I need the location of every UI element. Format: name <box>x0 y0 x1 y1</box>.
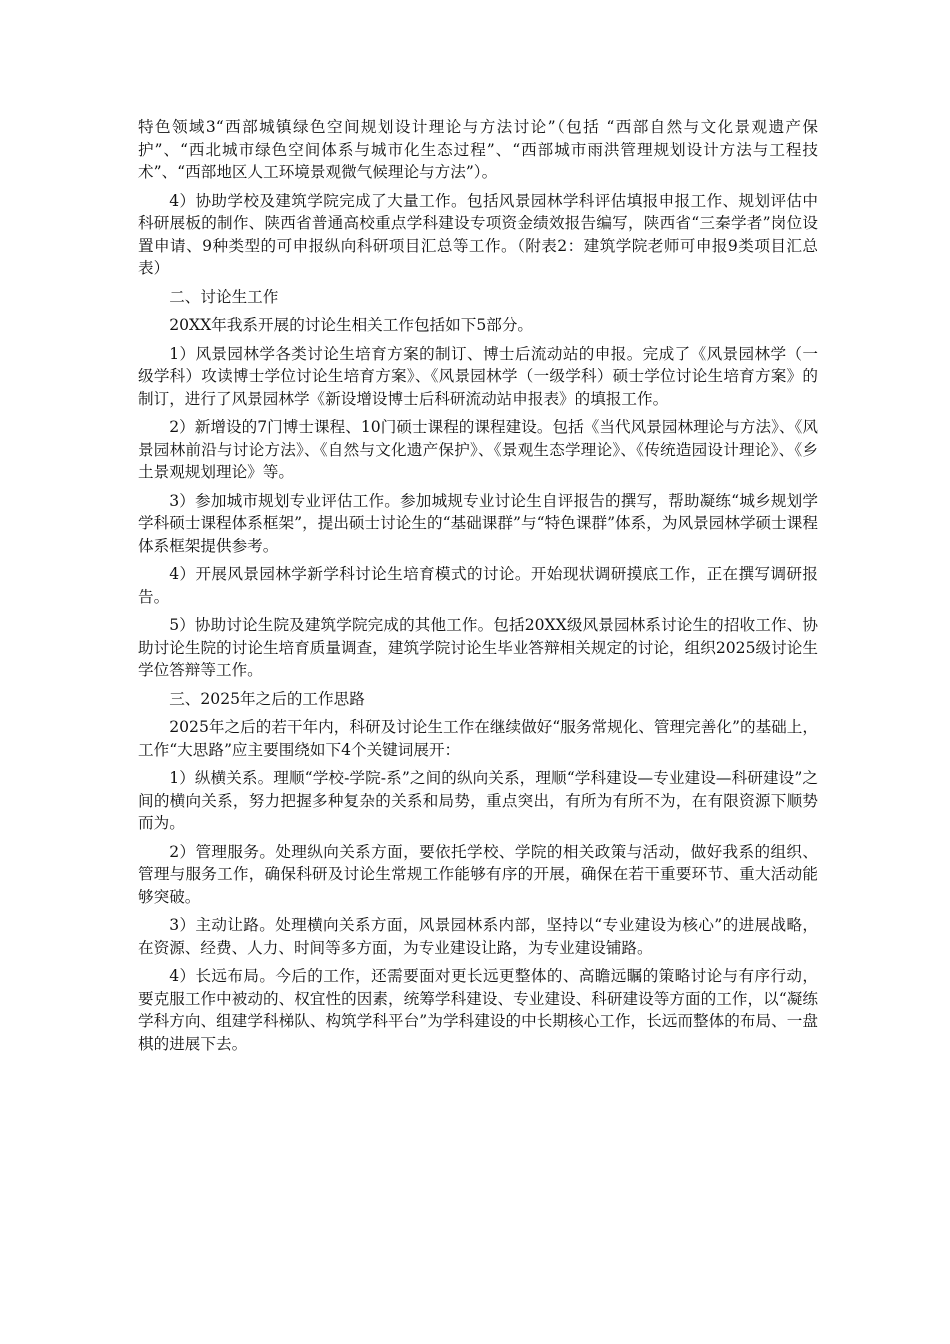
section-heading-graduate-work: 二、讨论生工作 <box>169 287 279 306</box>
paragraph-new-courses: 2）新增设的7门博士课程、10门硕士课程的课程建设。包括《当代风景园林理论与方法》、《风景园林前沿与讨论方法》、《自然与文化遗产保护》、《景观生态学理论》、《传统造园设计理论》、《乡土景观规划理论》等。 <box>138 418 818 481</box>
paragraph-school-assistance: 4）协助学校及建筑学院完成了大量工作。包括风景园林学科评估填报申报工作、规划评估中科研展板的制作、陕西省普通高校重点学科建设专项资金绩效报告编写，陕西省“三秦学者”岗位设置申请、9种类型的可申报纵向科研项目汇总等工作。（附表2：建筑学院老师可申报9类项目汇总表） <box>138 191 818 277</box>
paragraph-planning-evaluation: 3）参加城市规划专业评估工作。参加城规专业讨论生自评报告的撰写，帮助凝练“城乡规划学学科硕士课程体系框架”，提出硕士讨论生的“基础课群”与“特色课群”体系，为风景园林学硕士课程体系框架提供参考。 <box>138 491 818 555</box>
paragraph-graduate-intro: 20XX年我系开展的讨论生相关工作包括如下5部分。 <box>169 316 534 334</box>
paragraph-relationships: 1）纵横关系。理顺“学校-学院-系”之间的纵向关系，理顺“学科建设—专业建设—科研建设”之间的横向关系，努力把握多种复杂的关系和局势，重点突出，有所为有所不为，在有限资源下顺势而为。 <box>138 769 818 832</box>
paragraph-other-work: 5）协助讨论生院及建筑学院完成的其他工作。包括20XX级风景园林系讨论生的招收工作、协助讨论生院的讨论生培育质量调查，建筑学院讨论生毕业答辩相关规定的讨论，组织2025级讨论生学位答辩等工作。 <box>138 616 818 679</box>
section-heading-future-ideas: 三、2025年之后的工作思路 <box>169 689 365 708</box>
paragraph-long-term-layout: 4）长远布局。今后的工作，还需要面对更长远更整体的、高瞻远瞩的策略讨论与有序行动，要克服工作中被动的、权宜性的因素，统筹学科建设、专业建设、科研建设等方面的工作，以“凝练学科方向、组建学科梯队、构筑学科平台”为学科建设的中长期核心工作，长远而整体的布局、一盘棋的进展下去。 <box>138 967 818 1053</box>
paragraph-future-intro: 2025年之后的若干年内，科研及讨论生工作在继续做好“服务常规化、管理完善化”的基础上，工作“大思路”应主要围绕如下4个关键词展开： <box>138 718 818 759</box>
paragraph-management-service: 2）管理服务。处理纵向关系方面，要依托学校、学院的相关政策与活动，做好我系的组织、管理与服务工作，确保科研及讨论生常规工作能够有序的开展，确保在若干重要环节、重大活动能够突破。 <box>138 842 818 906</box>
paragraph-green-space-topics: 特色领域3“西部城镇绿色空间规划设计理论与方法讨论”（包括 “西部自然与文化景观遗产保护”、“西北城市绿色空间体系与城市化生态过程”、“西部城市雨洪管理规划设计方法与工程技术”、“西部地区人工环境景观微气候理论与方法”）。 <box>138 118 818 181</box>
paragraph-give-way: 3）主动让路。处理横向关系方面，风景园林系内部，坚持以“专业建设为核心”的进展战略，在资源、经费、人力、时间等多方面，为专业建设让路，为专业建设铺路。 <box>138 916 818 957</box>
paragraph-training-model: 4）开展风景园林学新学科讨论生培育模式的讨论。开始现状调研摸底工作，正在撰写调研报告。 <box>138 565 818 606</box>
document-body <box>138 116 818 1061</box>
paragraph-training-plans: 1）风景园林学各类讨论生培育方案的制订、博士后流动站的申报。完成了《风景园林学（一级学科）攻读博士学位讨论生培育方案》、《风景园林学（一级学科）硕士学位讨论生培育方案》的制订，进行了风景园林学《新设增设博士后科研流动站申报表》的填报工作。 <box>138 344 818 408</box>
